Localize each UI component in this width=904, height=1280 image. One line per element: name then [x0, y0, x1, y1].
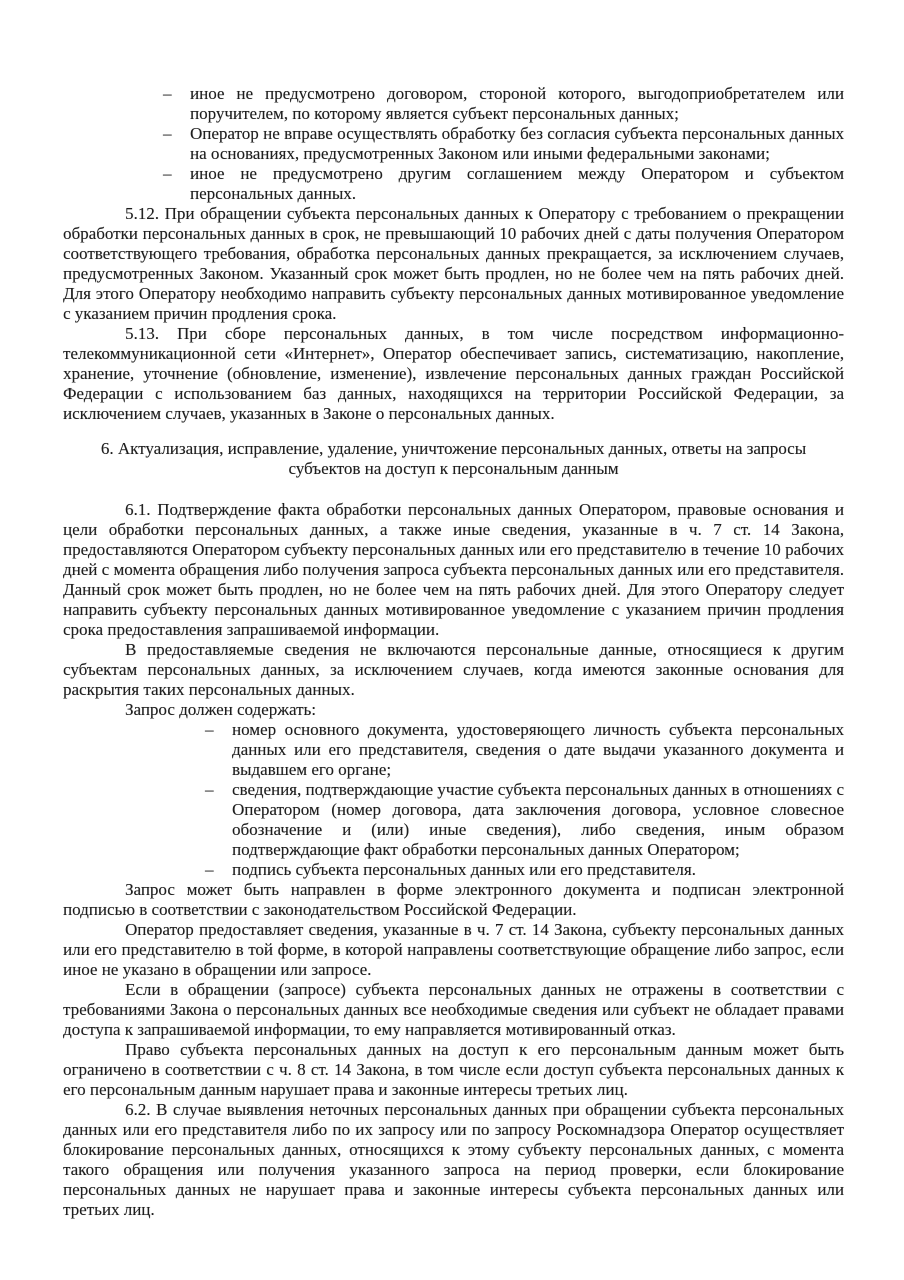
- list-item: [63, 124, 844, 164]
- list-item: [63, 780, 844, 860]
- list-item: [63, 164, 844, 204]
- dash-marker: –: [163, 164, 172, 183]
- paragraph-5-13: 5.13. При сборе персональных данных, в том числе посредством информационно-телекоммуникационной сети «Интернет», Оператор обеспечивает запись, систематизацию, накопление, хранение, уточнение (обновление, изменение), извлечение персональных данных граждан Российской Федерации с использованием баз данных, находящихся на территории Российской Федерации, за исключением случаев, указанных в Законе о персональных данных.: [63, 324, 844, 423]
- list-item: [63, 720, 844, 780]
- dash-marker: –: [163, 84, 172, 103]
- dash-marker: –: [205, 720, 214, 739]
- paragraph-electronic-request: Запрос может быть направлен в форме электронного документа и подписан электронной подписью в соответствии с законодательством Российской Федерации.: [63, 880, 844, 919]
- paragraph-6-2: 6.2. В случае выявления неточных персональных данных при обращении субъекта персональных данных или его представителя либо по их запросу или по запросу Роскомнадзора Оператор осуществляет блокирование персональных данных, относящихся к этому субъекту персональных данных, с момента такого обращения или получения указанного запроса на период проверки, если блокирование персональных данных не нарушает права и законные интересы субъекта персональных данных или третьих лиц.: [63, 1100, 844, 1219]
- conditions-bullet-list: [63, 84, 844, 204]
- list-item-text: сведения, подтверждающие участие субъекта персональных данных в отношениях с Оператором (номер договора, дата заключения договора, условное словесное обозначение и (или) иные сведения), либо сведения, иным образом подтверждающие факт обработки персональных данных Оператором;: [232, 780, 844, 859]
- paragraph-operator-provides: Оператор предоставляет сведения, указанные в ч. 7 ст. 14 Закона, субъекту персональных данных или его представителю в той форме, в которой направлены соответствующие обращение либо запрос, если иное не указано в обращении или запросе.: [63, 920, 844, 979]
- paragraph-request-must-contain: Запрос должен содержать:: [125, 700, 316, 719]
- list-item-text: подпись субъекта персональных данных или его представителя.: [232, 860, 696, 879]
- list-item: [63, 860, 844, 880]
- list-item: [63, 84, 844, 124]
- paragraph-right-limited: Право субъекта персональных данных на доступ к его персональным данным может быть ограничено в соответствии с ч. 8 ст. 14 Закона, в том числе если доступ субъекта персональных данных к его персональным данным нарушает права и законные интересы третьих лиц.: [63, 1040, 844, 1099]
- dash-marker: –: [205, 860, 214, 879]
- request-contents-bullet-list: [63, 720, 844, 880]
- paragraph-not-included: В предоставляемые сведения не включаются персональные данные, относящиеся к другим субъектам персональных данных, за исключением случаев, когда имеются законные основания для раскрытия таких персональных данных.: [63, 640, 844, 699]
- paragraph-6-1: 6.1. Подтверждение факта обработки персональных данных Оператором, правовые основания и цели обработки персональных данных, а также иные сведения, указанные в ч. 7 ст. 14 Закона, предоставляются Оператором субъекту персональных данных или его представителю в течение 10 рабочих дней с момента обращения либо получения запроса субъекта персональных данных или его представителя. Данный срок может быть продлен, но не более чем на пять рабочих дней. Для этого Оператору следует направить субъекту персональных данных мотивированное уведомление с указанием причин продления срока предоставления запрашиваемой информации.: [63, 500, 844, 639]
- section-6-heading-line1: 6. Актуализация, исправление, удаление, уничтожение персональных данных, ответы на запросы: [100, 439, 807, 458]
- paragraph-5-12: 5.12. При обращении субъекта персональных данных к Оператору с требованием о прекращении обработки персональных данных в срок, не превышающий 10 рабочих дней с даты получения Оператором соответствующего требования, обработка персональных данных прекращается, за исключением случаев, предусмотренных Законом. Указанный срок может быть продлен, но не более чем на пять рабочих дней. Для этого Оператору необходимо направить субъекту персональных данных мотивированное уведомление с указанием причин продления срока.: [63, 204, 844, 323]
- list-item-text: иное не предусмотрено договором, стороной которого, выгодоприобретателем или поручителем, по которому является субъект персональных данных;: [190, 84, 844, 123]
- list-item-text: Оператор не вправе осуществлять обработку без согласия субъекта персональных данных на основаниях, предусмотренных Законом или иными федеральными законами;: [190, 124, 844, 163]
- text-block: [63, 84, 844, 1220]
- list-item-text: номер основного документа, удостоверяющего личность субъекта персональных данных или его представителя, сведения о дате выдачи указанного документа и выдавшем его органе;: [232, 720, 844, 779]
- paragraph-motivated-refusal: Если в обращении (запросе) субъекта персональных данных не отражены в соответствии с требованиями Закона о персональных данных все необходимые сведения или субъект не обладает правами доступа к запрашиваемой информации, то ему направляется мотивированный отказ.: [63, 980, 844, 1039]
- dash-marker: –: [205, 780, 214, 799]
- list-item-text: иное не предусмотрено другим соглашением между Оператором и субъектом персональных данных.: [190, 164, 844, 203]
- section-6-heading-line2: субъектов на доступ к персональным данным: [288, 459, 619, 478]
- section-6-heading: [63, 439, 844, 479]
- dash-marker: –: [163, 124, 172, 143]
